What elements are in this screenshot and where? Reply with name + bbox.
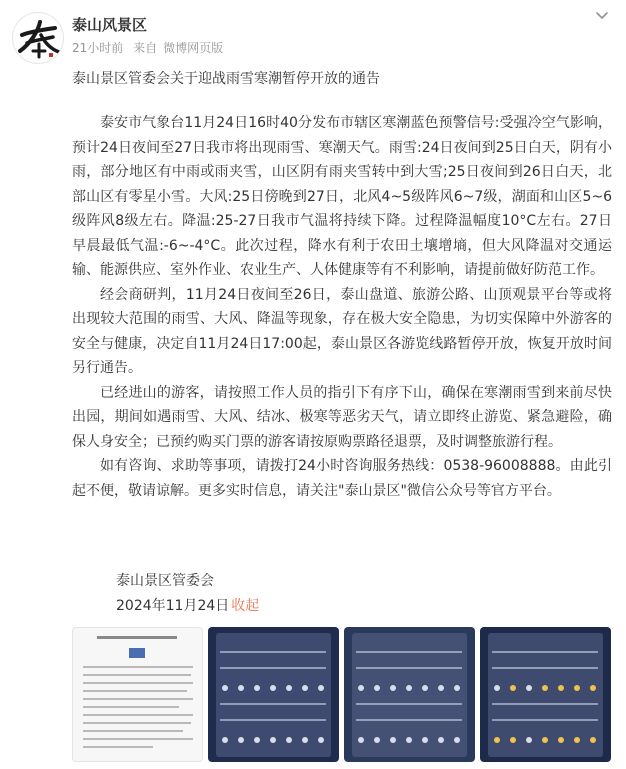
post-meta bbox=[72, 39, 229, 56]
image-gallery bbox=[72, 627, 612, 762]
image-thumbnail-notice[interactable] bbox=[72, 627, 203, 762]
post-time[interactable]: 21小时前 bbox=[72, 41, 124, 55]
more-options-button[interactable] bbox=[592, 8, 612, 24]
paragraph-contact: 如有咨询、求助等事项，请拨打24小时咨询服务热线：0538-96008888。由此引起不便，敬请谅解。更多实时信息，请关注"泰山景区"微信公众号等官方平台。 bbox=[72, 458, 612, 499]
post-header bbox=[0, 0, 626, 64]
author-name[interactable]: 泰山风景区 bbox=[72, 16, 148, 34]
chevron-down-icon bbox=[592, 8, 612, 24]
image-thumbnail-forecast-2[interactable] bbox=[344, 627, 475, 762]
paragraph-decision: 经会商研判，11月24日夜间至26日，泰山盘道、旅游公路、山顶观景平台等或将出现较大范围的雨雪、大风、降温等现象，存在极大安全隐患，为切实保障中外游客的安全与健康，决定自11月24日17:00起，泰山景区各游览线路暂停开放，恢复开放时间另行通告。 bbox=[72, 286, 612, 376]
post-date: 2024年11月24日 bbox=[116, 598, 230, 614]
post-title: 泰山景区管委会关于迎战雨雪寒潮暂停开放的通告 bbox=[72, 71, 380, 87]
post-source[interactable]: 微博网页版 bbox=[163, 41, 224, 55]
signature-date-line bbox=[116, 595, 259, 615]
paragraph-visitors: 已经进山的游客，请按照工作人员的指引下有序下山，确保在寒潮雨雪到来前尽快出园，期间如遇雨雪、大风、结冰、极寒等恶劣天气，请立即终止游览、紧急避险，确保人身安全；已预约购买门票的游客请按原购票路径退票，及时调整旅游行程。 bbox=[72, 384, 612, 450]
source-prefix: 来自 bbox=[133, 41, 158, 55]
image-thumbnail-forecast-3[interactable] bbox=[480, 627, 611, 762]
image-thumbnail-forecast-1[interactable] bbox=[208, 627, 339, 762]
avatar[interactable] bbox=[12, 12, 64, 64]
tai-calligraphy-logo bbox=[13, 13, 64, 64]
collapse-link[interactable]: 收起 bbox=[231, 598, 260, 614]
post-body bbox=[72, 111, 612, 503]
paragraph-warning: 泰安市气象台11月24日16时40分发布市辖区寒潮蓝色预警信号:受强冷空气影响，预计24日夜间至27日我市将出现雨雪、寒潮天气。雨雪:24日夜间到25日白天，阴有小雨，部分地区有中雨或雨夹雪，山区阴有雨夹雪转中到大雪;25日夜间到26日白天，北部山区有零星小雪。大风:25日傍晚到27日，北风4~5级阵风6~7级，湖面和山区5~6级阵风8级左右。降温:25-27日我市气温将持续下降。过程降温幅度10°C左右。27日早晨最低气温:-6~-4°C。此次过程，降水有利于农田土壤增墒，但大风降温对交通运输、能源供应、室外作业、农业生产、人体健康等有不利影响，请提前做好防范工作。 bbox=[72, 115, 612, 278]
signature: 泰山景区管委会 bbox=[116, 573, 214, 589]
